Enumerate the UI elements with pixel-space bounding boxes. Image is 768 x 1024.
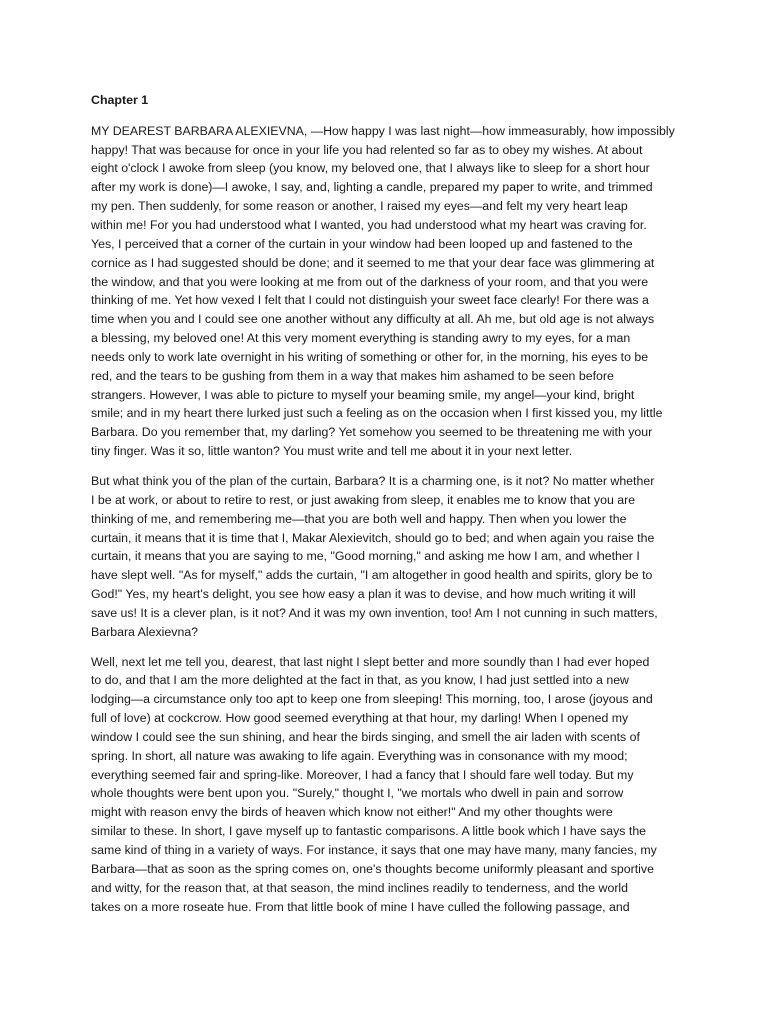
paragraph xyxy=(91,472,679,642)
text-line: Barbara—that as soon as the spring comes on, one's thoughts become uniformly pleasant and sportive xyxy=(91,861,654,876)
text-line: have slept well. "As for myself," adds the curtain, "I am altogether in good health and spirits, glory be to xyxy=(91,568,653,583)
text-line: might with reason envy the birds of heaven which know not either!" And my other thoughts were xyxy=(91,805,613,820)
text-line: Yes, I perceived that a corner of the curtain in your window had been looped up and fastened to the xyxy=(91,236,633,251)
text-line: save us! It is a clever plan, is it not? And it was my own invention, too! Am I not cunning in such matters, xyxy=(91,605,658,620)
text-line: full of love) at cockcrow. How good seemed everything at that hour, my darling! When I opened my xyxy=(91,711,629,726)
text-line: smile; and in my heart there lurked just such a feeling as on the occasion when I first kissed you, my little xyxy=(91,406,663,421)
text-line: tiny finger. Was it so, little wanton? You must write and tell me about it in your next letter. xyxy=(91,444,573,459)
text-line: takes on a more roseate hue. From that little book of mine I have culled the following passage, and xyxy=(91,899,630,914)
text-line: window I could see the sun shining, and hear the birds singing, and smell the air laden with scents of xyxy=(91,729,640,744)
paragraph xyxy=(91,122,679,461)
text-line: Barbara. Do you remember that, my darling? Yet somehow you seemed to be threatening me with your xyxy=(91,425,653,440)
text-line: But what think you of the plan of the curtain, Barbara? It is a charming one, is it not? No matter whether xyxy=(91,473,655,488)
text-line: I be at work, or about to retire to rest, or just awaking from sleep, it enables me to know that you are xyxy=(91,492,636,507)
text-line: after my work is done)—I awoke, I say, and, lighting a candle, prepared my paper to write, and trimmed xyxy=(91,180,653,195)
text-line: curtain, it means that it is time that I, Makar Alexievitch, should go to bed; and when again you raise the xyxy=(91,530,655,545)
text-line: red, and the tears to be gushing from them in a way that makes him ashamed to be seen before xyxy=(91,368,614,383)
text-line: spring. In short, all nature was awaking to life again. Everything was in consonance with my mood; xyxy=(91,748,628,763)
text-line: eight o'clock I awoke from sleep (you know, my beloved one, that I always like to sleep for a short hour xyxy=(91,161,650,176)
text-line: within me! For you had understood what I wanted, you had understood what my heart was craving for. xyxy=(91,218,647,233)
text-line: time when you and I could see one another without any difficulty at all. Ah me, but old age is not always xyxy=(91,312,655,327)
text-line: similar to these. In short, I gave myself up to fantastic comparisons. A little book which I have says the xyxy=(91,824,647,839)
text-line: to do, and that I am the more delighted at the fact in that, as you know, I had just settled into a new xyxy=(91,673,629,688)
text-line: my pen. Then suddenly, for some reason or another, I raised my eyes—and felt my very heart leap xyxy=(91,199,628,214)
text-line: and witty, for the reason that, at that season, the mind inclines readily to tenderness, and the world xyxy=(91,880,629,895)
document-body xyxy=(91,91,679,927)
text-line: same kind of thing in a variety of ways. For instance, it says that one may have many, many fancies, my xyxy=(91,843,657,858)
text-line: Barbara Alexievna? xyxy=(91,624,199,639)
paragraph-container xyxy=(91,122,679,917)
text-line: Well, next let me tell you, dearest, that last night I slept better and more soundly than I had ever hoped xyxy=(91,654,650,669)
text-line: God!" Yes, my heart's delight, you see how easy a plan it was to devise, and how much writing it will xyxy=(91,587,636,602)
text-line: curtain, it means that you are saying to me, "Good morning," and asking me how I am, and whether I xyxy=(91,549,640,564)
text-line: cornice as I had suggested should be done; and it seemed to me that your dear face was glimmering at xyxy=(91,255,655,270)
text-line: thinking of me. Yet how vexed I felt that I could not distinguish your sweet face clearly! For there was a xyxy=(91,293,649,308)
text-line: a blessing, my beloved one! At this very moment everything is standing awry to my eyes, for a man xyxy=(91,331,631,346)
text-line: happy! That was because for once in your life you had relented so far as to obey my wishes. At about xyxy=(91,142,643,157)
text-line: strangers. However, I was able to picture to myself your beaming smile, my angel—your kind, bright xyxy=(91,387,635,402)
paragraph xyxy=(91,653,679,917)
text-line: needs only to work late overnight in his writing of something or other for, in the morning, his eyes to be xyxy=(91,349,649,364)
text-line: everything seemed fair and spring-like. Moreover, I had a fancy that I should fare well today. But my xyxy=(91,767,634,782)
text-line: the window, and that you were looking at me from out of the darkness of your room, and that you were xyxy=(91,274,649,289)
text-line: lodging—a circumstance only too apt to keep one from sleeping! This morning, too, I arose (joyous and xyxy=(91,692,653,707)
text-line: thinking of me, and remembering me—that you are both well and happy. Then when you lower the xyxy=(91,511,627,526)
text-line: MY DEAREST BARBARA ALEXIEVNA, —How happy I was last night—how immeasurably, how impossibly xyxy=(91,123,675,138)
chapter-heading: Chapter 1 xyxy=(91,93,149,107)
text-line: whole thoughts were bent upon you. "Surely," thought I, "we mortals who dwell in pain and sorrow xyxy=(91,786,624,801)
